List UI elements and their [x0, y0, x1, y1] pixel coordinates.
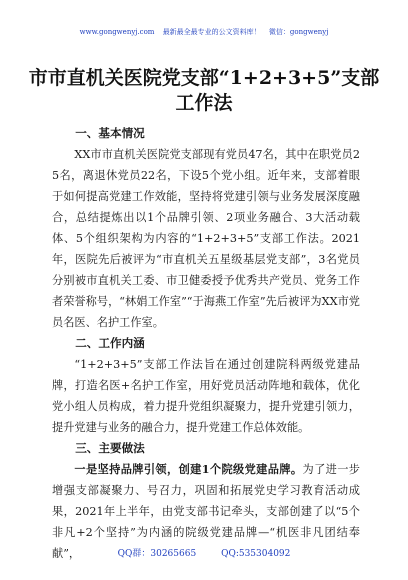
- footer-qq: QQ:535304092: [221, 549, 291, 559]
- document-title: [0, 66, 408, 116]
- section-3-lead: 一是坚持品牌引领，创建1个院级党建品牌。: [74, 462, 303, 476]
- section-2-paragraph: “1+2+3+5”支部工作法旨在通过创建院科两级党建品牌，打造名医+名护工作室，用好党员活动阵地和载体，优化党小组人员构成，着力提升党组织凝聚力，提升党建引领力，提升党建与业务的融合力，提升党建工作总体效能。: [52, 358, 360, 434]
- section-2-heading: 二、工作内涵: [75, 336, 145, 350]
- header-wechat: 微信：gongwenyj: [268, 28, 329, 36]
- document-body: [52, 123, 360, 564]
- document-title-line-1: 市市直机关医院党支部“1+2+3+5”支部: [28, 67, 380, 89]
- section-3-text: 为了进一步增强支部凝聚力、号召力，巩固和拓展党史学习教育活动成果，2021年上半年，由党支部书记牵头，支部创建了以“5个非凡+2个坚持”为内涵的院级党建品牌—“机医非凡团结奉献”，: [52, 463, 360, 560]
- section-1-paragraph: XX市市直机关医院党支部现有党员47名，其中在职党员25名，离退休党员22名，下设5个党小组。近年来，支部着眼于如何提高党建工作效能，坚持将党建引领与业务发展深度融合，总结提炼出以1个品牌引领、2项业务融合、3大活动载体、5个组织架构为内容的“1+2+3+5”支部工作法。2021年，医院先后被评为“市直机关五星级基层党支部”，3名党员分别被市直机关工委、市卫健委授予优秀共产党员、党务工作者荣誉称号，“林娟工作室”“于海燕工作室”先后被评为XX市党员名医、名护工作室。: [52, 148, 360, 329]
- header-slogan: 最新最全最专业的公文资料库！: [162, 28, 261, 36]
- section-1-heading: 一、基本情况: [75, 126, 145, 140]
- section-3-heading: 三、主要做法: [75, 441, 145, 455]
- document-title-line-2: 工作法: [175, 92, 233, 114]
- footer-qq-group: QQ群：30265665: [117, 549, 197, 559]
- header-website[interactable]: www.gongwenyj.com: [79, 28, 155, 36]
- page-header: [0, 27, 408, 37]
- page-footer: [0, 546, 408, 559]
